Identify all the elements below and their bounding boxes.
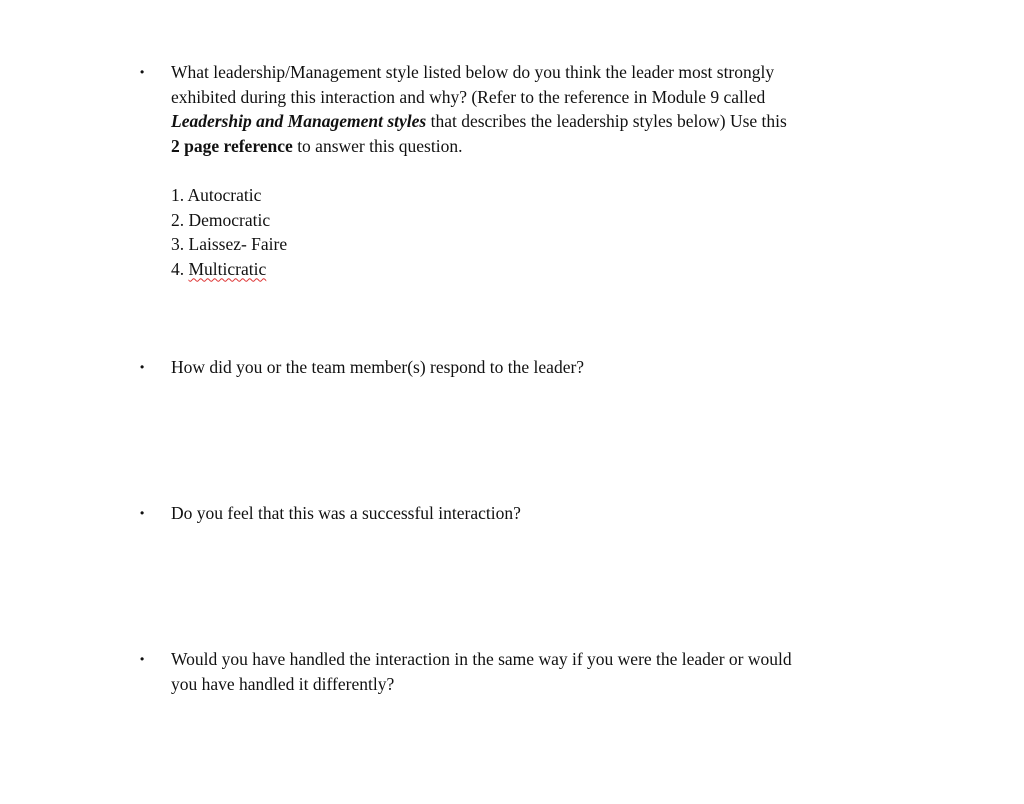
question-successful-interaction (140, 501, 930, 526)
bullet-icon: • (140, 360, 145, 374)
list-item-prefix: 4. (171, 258, 189, 279)
reference-emphasis: 2 page reference (171, 135, 293, 156)
question-leadership-style (140, 60, 930, 158)
bullet-icon: • (140, 65, 145, 79)
question-line: Do you feel that this was a successful interaction? (171, 503, 521, 523)
bullet-icon: • (140, 652, 145, 666)
question-team-response (140, 355, 930, 380)
question-text (171, 60, 930, 158)
question-line: exhibited during this interaction and why? (Refer to the reference in Module 9 called (171, 86, 766, 107)
list-item (171, 257, 471, 282)
list-item: 2. Democratic (171, 209, 271, 230)
spellcheck-word: Multicratic (188, 258, 267, 279)
question-text (171, 355, 930, 380)
question-line (171, 134, 930, 159)
question-line: How did you or the team member(s) respond to the leader? (171, 357, 585, 377)
question-line-rest: to answer this question. (292, 135, 463, 156)
question-line-rest: that describes the leadership styles below) Use this (426, 111, 787, 131)
leadership-styles-list (171, 183, 471, 281)
question-line (171, 109, 930, 134)
question-line: What leadership/Management style listed below do you think the leader most strongly (171, 62, 775, 82)
reference-title: Leadership and Management styles (171, 111, 427, 131)
list-item: 3. Laissez- Faire (171, 234, 288, 254)
bullet-icon: • (140, 506, 145, 520)
question-line: Would you have handled the interaction in the same way if you were the leader or would (171, 649, 792, 669)
list-item: 1. Autocratic (171, 185, 262, 205)
question-handled-differently (140, 647, 930, 696)
question-text (171, 647, 930, 696)
question-line: you have handled it differently? (171, 673, 395, 694)
question-text (171, 501, 930, 526)
